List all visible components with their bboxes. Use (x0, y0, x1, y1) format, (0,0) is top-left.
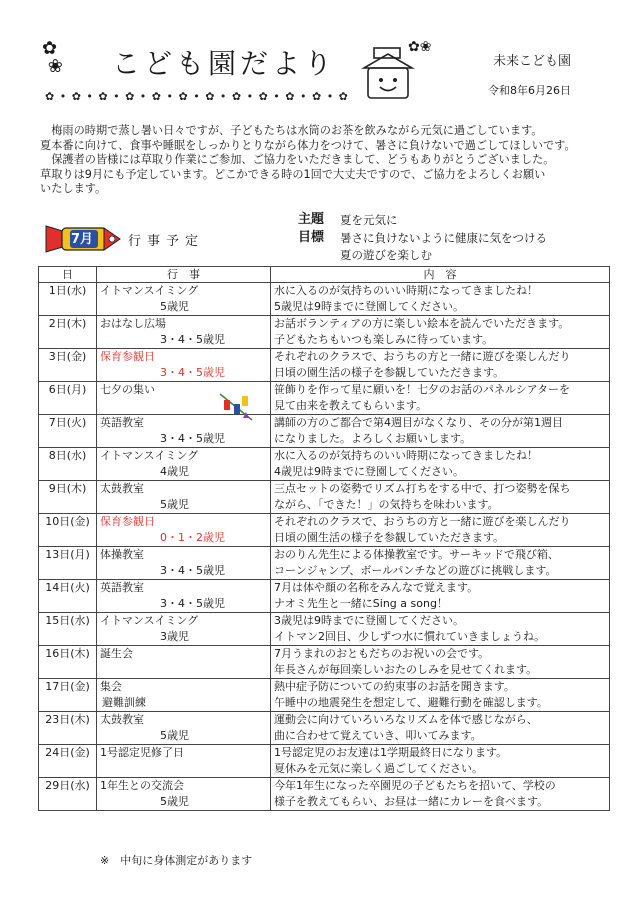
desc-line: 日頃の園生活の様子を参観していただきます。 (274, 531, 505, 544)
desc-line: それぞれのクラスで、おうちの方と一緒に遊びを楽しんだり (274, 515, 571, 528)
day-text: 2日(木) (48, 317, 87, 330)
schedule-body (39, 283, 610, 811)
table-row (39, 613, 610, 646)
event-target: 避難訓練 (102, 696, 146, 709)
event-cell (97, 778, 271, 811)
event-cell (97, 283, 271, 316)
table-header-row (39, 267, 610, 283)
theme-text: 夏を元気に (340, 213, 398, 227)
day-text: 1日(水) (48, 284, 87, 297)
theme-labels (298, 211, 324, 247)
flower-decoration-icon: ✿ ❀ (42, 38, 63, 77)
desc-line: 笹飾りを作って星に願いを！七夕のお話のパネルシアターを (274, 383, 570, 396)
event-name: イトマンスイミング (100, 284, 199, 297)
desc-line: イトマン2回目、少しずつ水に慣れていきましょうね。 (274, 630, 545, 643)
desc-cell (271, 613, 610, 646)
desc-line: 3歳児は9時までに登園してください。 (274, 614, 464, 627)
desc-cell (271, 547, 610, 580)
event-name: 1号認定児修了日 (100, 746, 184, 759)
desc-line: 1号認定児のお友達は1学期最終日になります。 (274, 746, 508, 759)
desc-line: それぞれのクラスで、おうちの方と一緒に遊びを楽しんだり (274, 350, 571, 363)
schedule-title: 行事予定 (128, 234, 205, 249)
theme-values (340, 212, 547, 265)
day-cell (39, 745, 97, 778)
event-cell (97, 646, 271, 679)
desc-line: になりました。よろしくお願いします。 (274, 432, 472, 445)
goal-text: 夏の遊びを楽しむ (340, 248, 432, 262)
event-name: イトマンスイミング (100, 449, 199, 462)
day-cell (39, 382, 97, 415)
event-cell (97, 448, 271, 481)
event-target: 3・4・5歳児 (160, 432, 225, 445)
event-cell (97, 580, 271, 613)
day-text: 7日(火) (48, 416, 87, 429)
event-target: 0・1・2歳児 (160, 531, 225, 544)
event-target: 3歳児 (160, 630, 189, 643)
event-target: 5歳児 (160, 498, 189, 511)
event-name: 太鼓教室 (100, 482, 144, 495)
event-cell (97, 613, 271, 646)
event-cell (97, 481, 271, 514)
desc-line: 見て由来を教えてもらいます。 (274, 399, 428, 412)
day-cell (39, 547, 97, 580)
day-cell (39, 316, 97, 349)
desc-line: おのりん先生による体操教室です。サーキッドで飛び箱、 (274, 548, 559, 561)
table-row (39, 712, 610, 745)
event-target: 3・4・5歳児 (160, 597, 225, 610)
desc-line: 日頃の園生活の様子を参観していただきます。 (274, 366, 505, 379)
day-cell (39, 349, 97, 382)
desc-line: お話ボランティアの方に楽しい絵本を読んでいただきます。 (274, 317, 570, 330)
day-cell (39, 514, 97, 547)
event-cell (97, 316, 271, 349)
day-text: 24日(金) (45, 746, 90, 759)
event-name: 英語教室 (100, 416, 144, 429)
event-name: 英語教室 (100, 581, 144, 594)
table-row (39, 382, 610, 415)
table-row (39, 745, 610, 778)
desc-line: 7月は体や顔の名称をみんなで覚えます。 (274, 581, 479, 594)
event-name: 保育参観日 (100, 350, 155, 363)
intro-line: 保護者の皆様には草取り作業にご参加、ご協力をいただきまして、どうもありがとうございました。 (40, 153, 555, 167)
event-name: 七夕の集い (100, 383, 155, 396)
event-cell (97, 712, 271, 745)
day-text: 8日(水) (48, 449, 87, 462)
desc-line: ながら、「できた！」の気持ちを味わいます。 (274, 498, 499, 511)
table-row (39, 316, 610, 349)
table-row (39, 679, 610, 712)
col-header-day: 日 (39, 267, 97, 283)
day-cell (39, 646, 97, 679)
intro-text (40, 124, 600, 197)
day-cell (39, 712, 97, 745)
event-name: 1年生との交流会 (100, 779, 184, 792)
table-row (39, 778, 610, 811)
table-row (39, 481, 610, 514)
tanabata-decoration-icon (216, 392, 256, 424)
desc-cell (271, 646, 610, 679)
desc-line: 水に入るのが気持ちのいい時期になってきましたね！ (274, 284, 538, 297)
desc-line: 今年1年生になった卒園児の子どもたちを招いて、学校の (274, 779, 556, 792)
issue-date: 令和8年6月26日 (488, 84, 571, 97)
desc-line: 7月うまれのおともだちのお祝いの会です。 (274, 647, 490, 660)
table-row (39, 646, 610, 679)
desc-line: ナオミ先生と一緒にSing a song！ (274, 597, 448, 610)
desc-line: 午睡中の地震発生を想定して、避難行動を確認します。 (274, 696, 548, 709)
desc-cell (271, 745, 610, 778)
intro-line: 夏本番に向けて、食事や睡眠をしっかりとりながら体力をつけて、暑さに負けないで過ごしてほしいです。 (40, 138, 576, 152)
desc-cell (271, 283, 610, 316)
table-row (39, 415, 610, 448)
day-text: 10日(金) (45, 515, 90, 528)
event-name: 誕生会 (100, 647, 133, 660)
intro-line: 草取りは9月にも予定しています。どこかできる時の1回で大丈夫ですので、ご協力をよろしくお願い (40, 167, 546, 181)
month-badge: 7月 (70, 232, 94, 247)
desc-cell (271, 514, 610, 547)
day-cell (39, 448, 97, 481)
intro-line: いたします。 (40, 182, 107, 196)
desc-cell (271, 316, 610, 349)
event-cell (97, 349, 271, 382)
table-row (39, 349, 610, 382)
desc-line: 様子を教えてもらい、お昼は一緒にカレーを食べます。 (274, 795, 549, 808)
day-cell (39, 778, 97, 811)
org-name: 未来こども園 (493, 54, 572, 69)
event-name: おはなし広場 (100, 317, 166, 330)
desc-line: 水に入るのが気持ちのいい時期になってきましたね！ (274, 449, 538, 462)
footnote: ※ 中旬に身体測定があります (100, 854, 253, 867)
desc-line: 5歳児は9時までに登園してください。 (274, 300, 464, 313)
desc-cell (271, 580, 610, 613)
desc-line: 運動会に向けていろいろなリズムを体で感じながら、 (274, 713, 538, 726)
desc-cell (271, 778, 610, 811)
desc-line: 年長さんが毎回楽しいおたのしみを見せてくれます。 (274, 663, 538, 676)
event-cell (97, 745, 271, 778)
event-cell (97, 679, 271, 712)
event-target: 5歳児 (160, 300, 189, 313)
table-row (39, 547, 610, 580)
flower-border-icon: ✿ • ✿ • ✿ • ✿ • ✿ • ✿ • ✿ • ✿ • ✿ • ✿ • ✿ • ✿ (45, 90, 349, 103)
event-cell (97, 514, 271, 547)
page-title: こども園だより (112, 47, 337, 80)
desc-cell (271, 415, 610, 448)
event-target: 5歳児 (160, 795, 189, 808)
desc-line: 熱中症予防についての約束事のお話を聞きます。 (274, 680, 515, 693)
day-cell (39, 415, 97, 448)
day-text: 13日(月) (45, 548, 90, 561)
event-name: イトマンスイミング (100, 614, 199, 627)
event-cell (97, 547, 271, 580)
day-text: 6日(月) (48, 383, 87, 396)
event-target: 5歳児 (160, 729, 189, 742)
desc-line: コーンジャンプ、ボールパンチなどの遊びに挑戦します。 (274, 564, 557, 577)
event-target: 3・4・5歳児 (160, 333, 225, 346)
desc-line: 曲に合わせて覚えていき、叩いてみます。 (274, 729, 482, 742)
event-target: 4歳児 (160, 465, 189, 478)
day-text: 9日(木) (48, 482, 87, 495)
desc-cell (271, 679, 610, 712)
day-text: 16日(木) (45, 647, 90, 660)
day-cell (39, 580, 97, 613)
schedule-table (38, 266, 610, 811)
desc-line: 夏休みを元気に楽しく過ごしてください。 (274, 762, 483, 775)
desc-cell (271, 712, 610, 745)
desc-cell (271, 481, 610, 514)
theme-label: 主題 (298, 212, 325, 227)
desc-line: 子どもたちもいつも楽しみに待っています。 (274, 333, 494, 346)
event-target: 3・4・5歳児 (160, 366, 225, 379)
house-character-icon (360, 44, 416, 104)
desc-line: 三点セットの姿勢でリズム打ちをする中で、打つ姿勢を保ち (274, 482, 571, 495)
event-name: 太鼓教室 (100, 713, 144, 726)
col-header-desc: 内 容 (271, 267, 610, 283)
desc-cell (271, 349, 610, 382)
desc-cell (271, 382, 610, 415)
table-row (39, 283, 610, 316)
day-text: 29日(水) (45, 779, 90, 792)
day-text: 23日(木) (45, 713, 90, 726)
day-text: 3日(金) (48, 350, 87, 363)
event-name: 体操教室 (100, 548, 144, 561)
desc-line: 4歳児は9時までに登園してください。 (274, 465, 464, 478)
col-header-event: 行 事 (97, 267, 271, 283)
table-row (39, 514, 610, 547)
goal-text: 暑さに負けないように健康に気をつける (340, 230, 547, 245)
day-text: 14日(火) (45, 581, 90, 594)
event-name: 保育参観日 (100, 515, 155, 528)
day-cell (39, 613, 97, 646)
day-text: 15日(水) (45, 614, 90, 627)
day-cell (39, 481, 97, 514)
day-cell (39, 679, 97, 712)
day-cell (39, 283, 97, 316)
day-text: 17日(金) (45, 680, 90, 693)
event-name: 集会 (100, 680, 122, 693)
intro-line: 梅雨の時期で蒸し暑い日々ですが、子どもたちは水筒のお茶を飲みながら元気に過ごしています。 (40, 124, 543, 137)
desc-line: 講師の方のご都合で第4週目がなくなり、その分が第1週目 (274, 416, 563, 429)
table-row (39, 448, 610, 481)
table-row (39, 580, 610, 613)
event-target: 3・4・5歳児 (160, 564, 225, 577)
desc-cell (271, 448, 610, 481)
flower-decoration-icon: ✿❀ (408, 39, 432, 55)
goal-label: 目標 (298, 230, 325, 245)
